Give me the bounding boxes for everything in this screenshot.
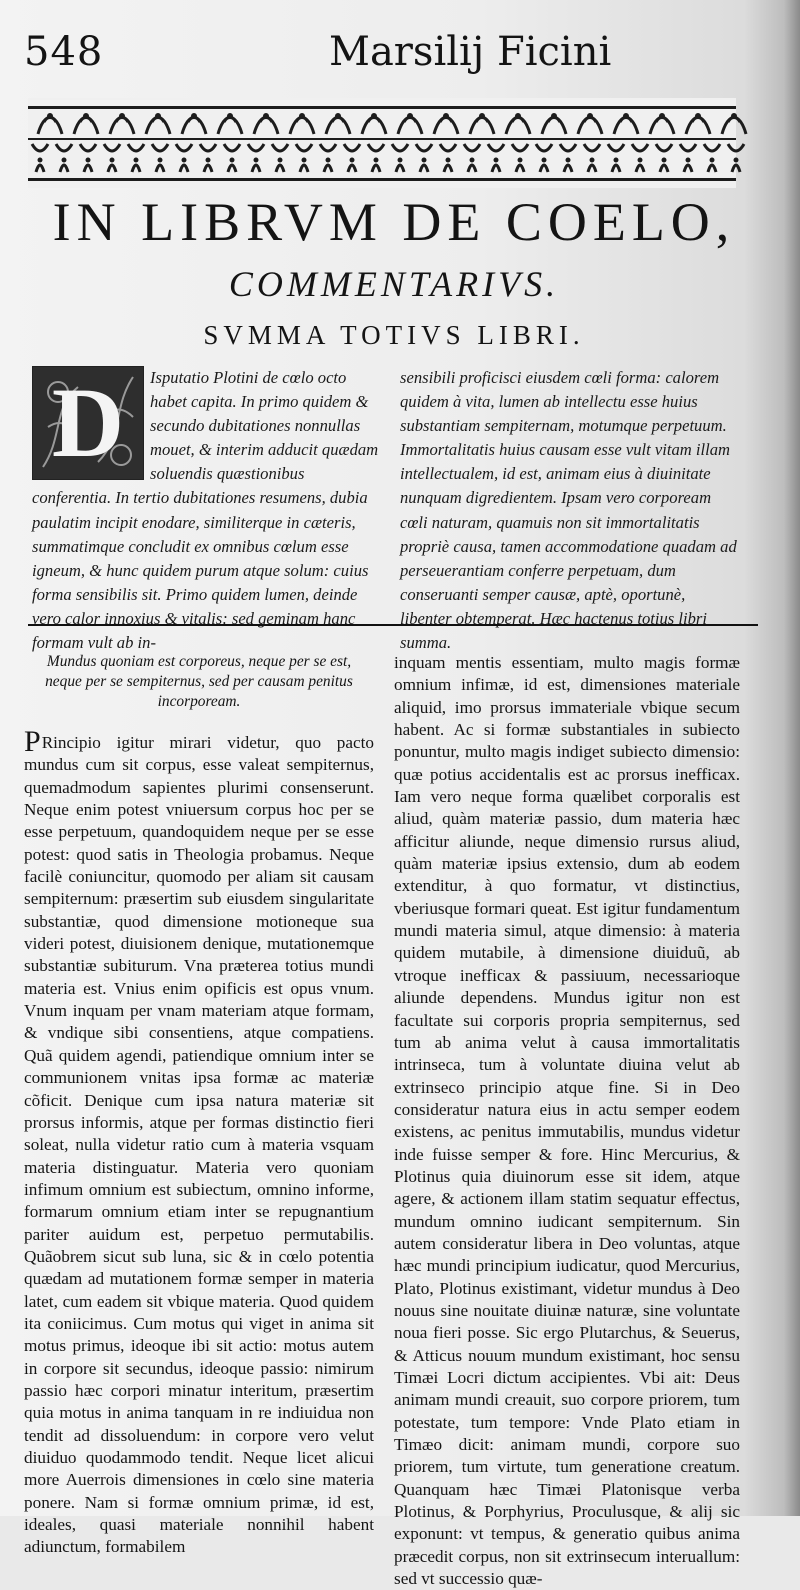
body-left-column	[24, 652, 374, 1559]
decorated-initial	[32, 366, 144, 480]
paragraph-initial: P	[24, 725, 41, 758]
initial-letter: D	[51, 367, 125, 478]
body-left-text: Rincipio igitur mirari videtur, quo pacto mundus cum sit corpus, esse valeat sempiternus, quemadmodum sapientes plurimi consenserunt. Neque enim potest vniuersum corpus hoc per se esse perpetuum, quandoquidem neque per se esse potest: quod satis in Theologia probamus. Neque facilè coniuncitur, quomodo per aliam sit causam sempiternum: præsertim sub eiusdem singularitate substantiæ, quod dimensione motioneque sua videri potest, diuisionem denique, mutationemque substantiæ subiturum. Vna præterea totius mundi materia est. Vnius enim opificis est opus vnum. Vnum inquam per vnam materiam atque formam, & vndique sibi consentiens, atque compatiens. Quã quidem agendi, patiendique omnium inter se communionem vnitas ipsa formæ ac materiæ cõficit. Denique cum ipsa natura materiæ sit prorsus informis, atque per formas distinctio fieri soleat, nulla videtur ratio cum à materia vsquam materia distinguatur. Materia vero quoniam infimum omnium est subiectum, omnino informe, formarum omnium etiam inter se repugnantium pariter auidum est, perpetuo permutabilis. Quãobrem sicut sub luna, sic & in cœlo potentia quædam ad mutationem formæ semper in materia latet, cum eadem sit vbique materia. Quod quidem ita coniicimus. Cum motus qui viget in anima sit motus primus, ideoque ibi sit actio: motus autem in corpore sit secundus, ideoque passio: nimirum passio hæc corpori minatur interitum, præsertim quia motus in anima tanquam in re indiuidua non tendit ad dissoluendum: in corpore vero velut diuiduo quodammodo tendit. Neque licet alicui more Auerrois dimensiones in cœlo sine materia ponere. Nam si formæ omnium primæ, id est, ideales, quasi materiale nonnihil habent adiunctum, formabilem	[24, 733, 374, 1557]
summary-right-column	[400, 366, 740, 655]
summary-left-text: Isputatio Plotini de cœlo octo habet capita. In primo quidem & secundo dubitationes nonnullas mouet, & interim adducit quædam soluendis quæstionibus conferentia. In tertio dubitationes resumens, dubia paulatim incipit enodare, similiterque in cæteris, summatimque concludit ex omnibus cœlum esse igneum, & hunc quidem purum atque solum: cuius forma sensibilis sit. Primo quidem lumen, deinde vero calor innoxius & vitalis: sed geminam hanc formam vult ab in-	[32, 368, 379, 653]
page-number: 548	[24, 29, 104, 75]
book-subtitle: COMMENTARIVS.	[228, 264, 560, 304]
running-title: Marsilij Ficini	[329, 29, 612, 75]
section-heading: SVMMA TOTIVS LIBRI.	[203, 320, 585, 350]
body-right-column	[394, 652, 740, 1590]
chapter-headnote: Mundus quoniam est corporeus, neque per se est, neque per se sempiternus, sed per causam penitus incorpoream.	[45, 653, 353, 710]
book-title: IN LIBRVM DE COELO,	[52, 192, 736, 252]
running-header	[24, 28, 760, 78]
body-paragraph	[24, 725, 374, 1559]
summary-right-text: sensibili proficisci eiusdem cœli forma: calorem quidem à vita, lumen ab intellectu esse huius substantiam sempiternam, motumque perpetuum. Immortalitatis huius causam esse vult vitam illam intellectualem, id est, animam eius à diuinitate nunquam digredientem. Ipsam vero corpoream cœli naturam, quamuis non sit immortalitatis propriè causa, tamen accommodatione quadam ad perseuerantiam conferre perpetuam, dum conseruanti semper causæ, aptè, oportunè, libenter obtemperat. Hæc hactenus totius libri summa.	[400, 368, 737, 653]
summary-left-column	[32, 366, 382, 655]
ornamental-headpiece	[28, 98, 736, 188]
section-rule	[28, 624, 758, 626]
body-right-text: inquam mentis essentiam, multo magis formæ omnium infimæ, id est, dimensiones materiale aliquid, imo prorsus immateriale vbique secum habent. Ac si formæ substantiales in subiecto ponuntur, multo magis indiget subiecto dimensio: quæ potius accidentalis est ac prorsus inefficax. Iam vero neque forma quælibet corporalis est aliud, quàm materiæ passio, dum materia hæc afficitur aliunde, neque dimensio rursus aliud, quàm materiæ ipsius extensio, dum ab eodem extenditur, à quo formatur, vt distinctius, vberiusque formari queat. Est igitur fundamentum mundi materia simul, atque dimensio: à materia quidem mutabile, à dimensione diuiduũ, ab vtroque inefficax & passiuum, necessarioque aliunde dependens. Mundus igitur non est facultate sui corporis propria sempiternus, sed tum ab anima velut à causa immortalitatis intrinseca, tum à voluntate diuina velut ab extrinseco principio atque fine. Si in Deo consideratur natura eius in actu semper eodem existens, ac penitus immutabilis, mundus videtur inde fuisse semper & fore. Hinc Mercurius, & Plotinus quia diuinorum esse sit idem, atque agere, & actionem illam statim sequatur effectus, mundum omnino iudicant sempiternum. Sin autem consideratur libera in Deo voluntas, atque hæc mundi principium iudicatur, quod Mercurius, Plato, Plotinus existimant, videtur mundus à Deo nouus sine nouitate diuinæ naturæ, sine voluntate noua fieri posse. Sic ergo Plutarchus, & Seuerus, & Atticus nouum mundum existimant, hoc sensu Timæi Locri dictum accipientes. Vbi ait: Deus animam mundi creauit, suo corpore priorem, tum potestate, tum tempore: Vnde Plato etiam in Timæo dicit: animam mundi, corpore suo priorem, tum virtute, tum generatione creatum. Quanquam hæc Timæi Platonisque verba Plotinus, & Porphyrius, Proculusque, & alij sic exponunt: vt tempus, & generatio quibus anima præcedit corpus, non sit extrinsecum interuallum: sed vt successio quæ-	[394, 653, 740, 1589]
